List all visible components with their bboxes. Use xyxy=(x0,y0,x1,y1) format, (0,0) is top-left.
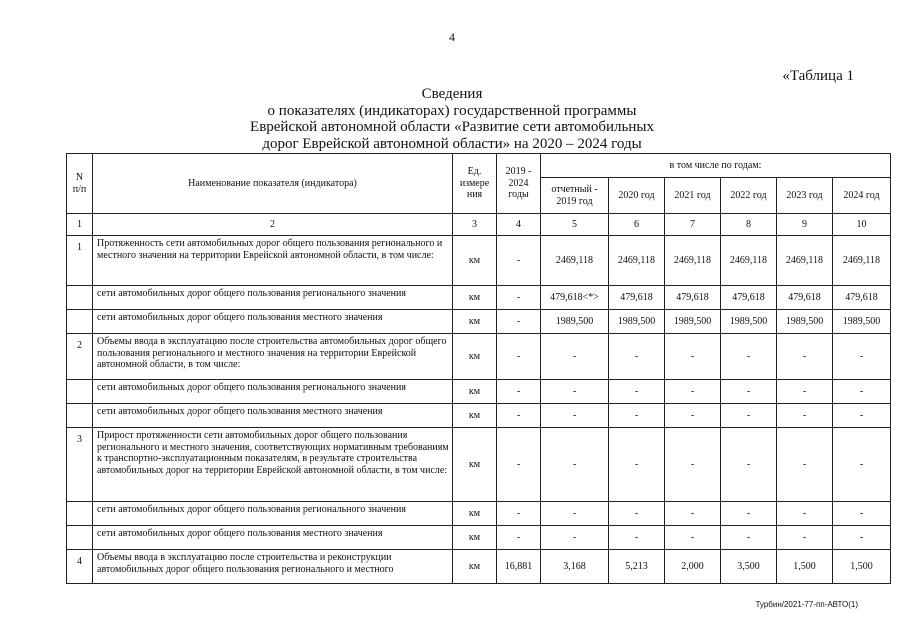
column-number: 6 xyxy=(609,214,665,236)
year-value-cell: - xyxy=(541,334,609,380)
row-number xyxy=(67,404,93,428)
year-value-cell: 2469,118 xyxy=(777,236,833,286)
unit-cell: км xyxy=(453,526,497,550)
year-value-cell: - xyxy=(609,502,665,526)
year-value-cell: 2,000 xyxy=(665,550,721,584)
heading-line-1: Сведения xyxy=(421,86,483,102)
year-value-cell: - xyxy=(833,526,891,550)
year-value-cell: 479,618 xyxy=(833,286,891,310)
year-value-cell: 1989,500 xyxy=(665,310,721,334)
header-year: 2021 год xyxy=(665,178,721,214)
heading-line-3: Еврейской автономной области «Развитие сети автомобильных xyxy=(250,119,654,135)
year-value-cell: - xyxy=(609,334,665,380)
year-value-cell: - xyxy=(541,380,609,404)
year-value-cell: - xyxy=(609,428,665,502)
year-value-cell: 2469,118 xyxy=(721,236,777,286)
year-value-cell: 479,618 xyxy=(665,286,721,310)
indicator-name: Объемы ввода в эксплуатацию после строительства и реконструкции автомобильных дорог общего пользования регионального и местного xyxy=(93,550,453,584)
total-cell: - xyxy=(497,404,541,428)
indicators-table xyxy=(66,153,891,584)
year-value-cell: - xyxy=(777,380,833,404)
total-cell: - xyxy=(497,310,541,334)
unit-cell: км xyxy=(453,310,497,334)
year-value-cell: 3,168 xyxy=(541,550,609,584)
column-number: 5 xyxy=(541,214,609,236)
indicator-name: сети автомобильных дорог общего пользования регионального значения xyxy=(93,286,453,310)
year-value-cell: 1989,500 xyxy=(833,310,891,334)
year-value-cell: - xyxy=(721,428,777,502)
year-value-cell: - xyxy=(541,428,609,502)
year-value-cell: - xyxy=(833,404,891,428)
table-body xyxy=(67,154,891,584)
year-value-cell: - xyxy=(609,526,665,550)
year-value-cell: - xyxy=(721,404,777,428)
header-year: 2023 год xyxy=(777,178,833,214)
year-value-cell: 2469,118 xyxy=(541,236,609,286)
table-row xyxy=(67,428,891,502)
year-value-cell: - xyxy=(541,526,609,550)
year-value-cell: 2469,118 xyxy=(609,236,665,286)
total-cell: - xyxy=(497,286,541,310)
table-row xyxy=(67,380,891,404)
unit-cell: км xyxy=(453,334,497,380)
year-value-cell: - xyxy=(833,380,891,404)
column-number: 10 xyxy=(833,214,891,236)
column-number: 4 xyxy=(497,214,541,236)
indicator-name: сети автомобильных дорог общего пользования местного значения xyxy=(93,310,453,334)
year-value-cell: - xyxy=(721,502,777,526)
header-year: отчетный - 2019 год xyxy=(541,178,609,214)
unit-cell: км xyxy=(453,236,497,286)
column-number: 2 xyxy=(93,214,453,236)
year-value-cell: - xyxy=(833,428,891,502)
header-name: Наименование показателя (индикатора) xyxy=(93,154,453,214)
year-value-cell: 1989,500 xyxy=(777,310,833,334)
year-value-cell: - xyxy=(721,380,777,404)
indicator-name: сети автомобильных дорог общего пользования местного значения xyxy=(93,404,453,428)
year-value-cell: 2469,118 xyxy=(665,236,721,286)
row-number xyxy=(67,502,93,526)
header-year: 2024 год xyxy=(833,178,891,214)
table-row xyxy=(67,526,891,550)
year-value-cell: - xyxy=(777,404,833,428)
indicator-name: Прирост протяженности сети автомобильных дорог общего пользования регионального и местного значения, соответствующих нормативным требованиям к транспортно-эксплуатационным показателям, в результате строительства автомобильных дорог на территории Еврейской автономной области, в том числе: xyxy=(93,428,453,502)
year-value-cell: 3,500 xyxy=(721,550,777,584)
header-unit: Ед. измере ния xyxy=(453,154,497,214)
year-value-cell: - xyxy=(833,502,891,526)
column-number: 9 xyxy=(777,214,833,236)
indicator-name: сети автомобильных дорог общего пользования регионального значения xyxy=(93,502,453,526)
unit-cell: км xyxy=(453,404,497,428)
header-n: N п/п xyxy=(67,154,93,214)
column-number: 3 xyxy=(453,214,497,236)
document-code: Турбин/2021-77-пп-АВТО(1) xyxy=(755,600,858,609)
row-number: 1 xyxy=(67,236,93,286)
column-number: 1 xyxy=(67,214,93,236)
total-cell: - xyxy=(497,380,541,404)
year-value-cell: - xyxy=(777,526,833,550)
row-number xyxy=(67,310,93,334)
heading-line-2: о показателях (индикаторах) государственной программы xyxy=(267,102,637,119)
year-value-cell: 1989,500 xyxy=(721,310,777,334)
year-value-cell: - xyxy=(721,334,777,380)
header-year: 2020 год xyxy=(609,178,665,214)
row-number xyxy=(67,286,93,310)
page-number: 4 xyxy=(449,30,455,44)
column-number: 7 xyxy=(665,214,721,236)
row-number: 2 xyxy=(67,334,93,380)
year-value-cell: 1,500 xyxy=(833,550,891,584)
year-value-cell: 2469,118 xyxy=(833,236,891,286)
table-row xyxy=(67,334,891,380)
row-number xyxy=(67,526,93,550)
year-value-cell: - xyxy=(665,428,721,502)
row-number: 3 xyxy=(67,428,93,502)
year-value-cell: - xyxy=(665,334,721,380)
year-value-cell: - xyxy=(541,502,609,526)
document-heading xyxy=(0,86,904,152)
year-value-cell: - xyxy=(665,380,721,404)
table-row xyxy=(67,286,891,310)
header-row xyxy=(67,154,891,178)
total-cell: - xyxy=(497,236,541,286)
year-value-cell: - xyxy=(665,502,721,526)
year-value-cell: - xyxy=(665,404,721,428)
row-number xyxy=(67,380,93,404)
total-cell: - xyxy=(497,526,541,550)
column-number: 8 xyxy=(721,214,777,236)
column-numbers-row xyxy=(67,214,891,236)
year-value-cell: 1989,500 xyxy=(609,310,665,334)
header-period: 2019 - 2024 годы xyxy=(497,154,541,214)
unit-cell: км xyxy=(453,428,497,502)
indicator-name: Объемы ввода в эксплуатацию после строительства автомобильных дорог общего пользования регионального и местного значения на территории Еврейской автономной области, в том числе: xyxy=(93,334,453,380)
row-number: 4 xyxy=(67,550,93,584)
year-value-cell: 479,618 xyxy=(721,286,777,310)
table-row xyxy=(67,502,891,526)
year-value-cell: - xyxy=(777,428,833,502)
year-value-cell: - xyxy=(721,526,777,550)
indicator-name: сети автомобильных дорог общего пользования регионального значения xyxy=(93,380,453,404)
year-value-cell: - xyxy=(609,380,665,404)
year-value-cell: - xyxy=(665,526,721,550)
unit-cell: км xyxy=(453,380,497,404)
year-value-cell: - xyxy=(777,334,833,380)
table-label: «Таблица 1 xyxy=(782,68,854,84)
year-value-cell: - xyxy=(777,502,833,526)
heading-line-4: дорог Еврейской автономной области» на 2020 – 2024 годы xyxy=(262,135,642,152)
total-cell: 16,881 xyxy=(497,550,541,584)
year-value-cell: 1,500 xyxy=(777,550,833,584)
indicator-name: Протяженность сети автомобильных дорог общего пользования регионального и местного значения на территории Еврейской автономной области, в том числе: xyxy=(93,236,453,286)
year-value-cell: 479,618 xyxy=(609,286,665,310)
table-row xyxy=(67,236,891,286)
year-value-cell: 479,618<*> xyxy=(541,286,609,310)
total-cell: - xyxy=(497,502,541,526)
table-row xyxy=(67,404,891,428)
unit-cell: км xyxy=(453,286,497,310)
year-value-cell: - xyxy=(833,334,891,380)
year-value-cell: 479,618 xyxy=(777,286,833,310)
unit-cell: км xyxy=(453,550,497,584)
total-cell: - xyxy=(497,428,541,502)
table-row xyxy=(67,310,891,334)
indicator-name: сети автомобильных дорог общего пользования местного значения xyxy=(93,526,453,550)
table-row xyxy=(67,550,891,584)
unit-cell: км xyxy=(453,502,497,526)
year-value-cell: 1989,500 xyxy=(541,310,609,334)
year-value-cell: 5,213 xyxy=(609,550,665,584)
header-by-years: в том числе по годам: xyxy=(541,154,891,178)
header-year: 2022 год xyxy=(721,178,777,214)
year-value-cell: - xyxy=(609,404,665,428)
total-cell: - xyxy=(497,334,541,380)
year-value-cell: - xyxy=(541,404,609,428)
